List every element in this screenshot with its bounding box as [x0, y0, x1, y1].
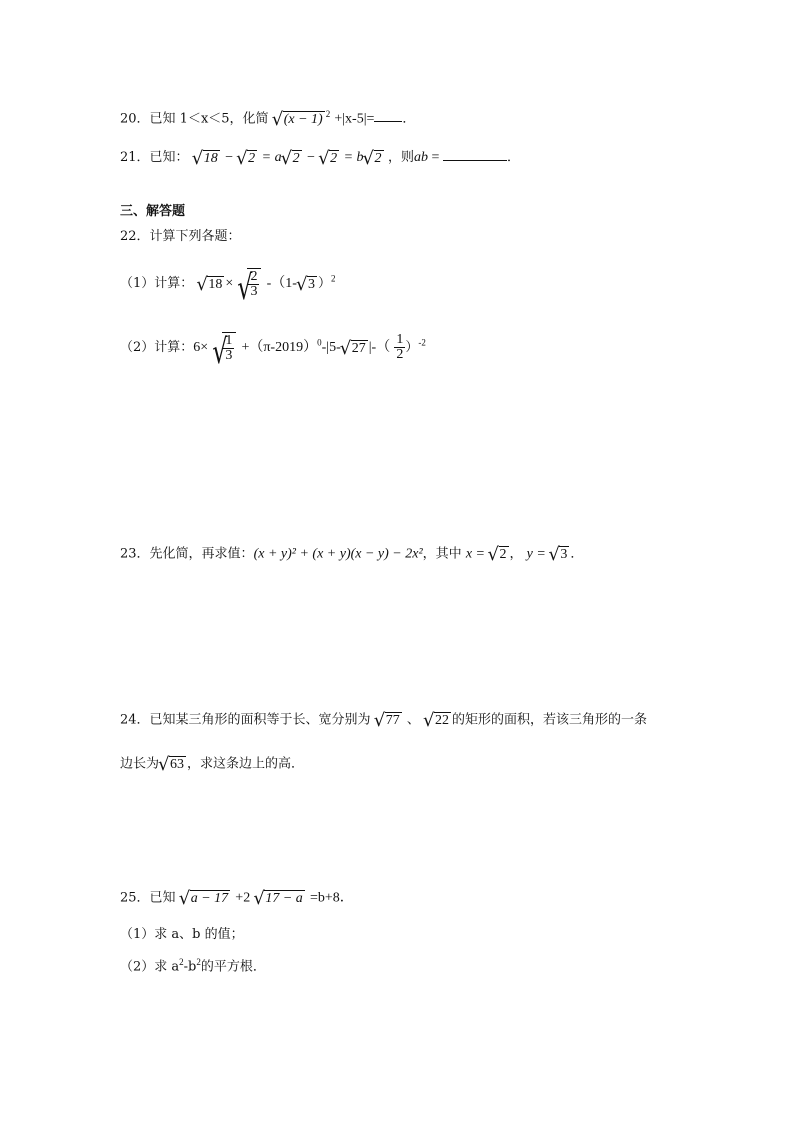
q25-number: 25．: [120, 890, 150, 906]
q24-r22: 22: [435, 713, 449, 728]
q22-p2-exp0: 0: [317, 337, 322, 348]
q20-number: 20．: [120, 111, 150, 127]
q24-text-2: 的矩形的面积，若该三角形的一条: [452, 712, 648, 728]
q20-radicand: (x − 1): [283, 111, 323, 127]
q22-p2-hn: 1: [396, 332, 404, 347]
q20-text: 已知 1＜x＜5，化简: [149, 111, 269, 127]
question-25-part-2: [120, 958, 266, 973]
q24-text-3: 边长为: [120, 756, 160, 772]
q23-sqrt-y: [549, 546, 569, 562]
q24-sep: 、: [406, 712, 420, 728]
q22-text: 计算下列各题：: [149, 229, 241, 244]
q21-prefix: 已知：: [149, 150, 189, 166]
q22-number: 22．: [120, 229, 150, 244]
q23-expression: (x + y)² + (x + y)(x − y) − 2x²: [253, 546, 423, 562]
q23-rx: 2: [499, 547, 507, 562]
q23-where: ，其中: [422, 546, 462, 562]
q22-p2-sqrt-frac: [212, 332, 236, 363]
q22-p2-pi: +（π-2019）: [241, 340, 318, 355]
q23-ry: 3: [560, 547, 568, 562]
q23-end: ．: [570, 546, 584, 562]
q21-a: a: [274, 150, 282, 166]
q23-number: 23．: [120, 546, 150, 562]
q23-comma: ，: [509, 546, 523, 562]
q25-sqrt-b: [254, 890, 304, 906]
question-21: 21．已知： √ 18 − √ 2 = a√ 2 − √ 2 = b√ 2 ，则ab = ．: [120, 150, 520, 166]
q21-number: 21．: [120, 150, 150, 166]
q24-sqrt-63: [159, 756, 186, 772]
q22-p1-frac: [248, 270, 259, 299]
q22-p2-hd: 2: [396, 347, 404, 362]
q23-yeq: y =: [526, 546, 550, 562]
q22-p2-label: （2）计算：: [120, 340, 194, 355]
q21-r2c: 2: [330, 151, 338, 166]
q22-p1-den: 3: [250, 284, 258, 299]
q25-ra: a − 17: [190, 891, 229, 906]
q22-p1-r18: 18: [208, 276, 223, 292]
q21-sqrt-18: [193, 150, 220, 166]
q23-sqrt-x: [489, 546, 509, 562]
q20-end: ．: [402, 111, 416, 127]
answer-blank[interactable]: [443, 160, 507, 161]
q22-p2-abs: -|5-: [321, 340, 341, 355]
question-20: [120, 110, 415, 127]
q20-sqrt: [273, 111, 325, 127]
q22-p2-absclose: |-（: [368, 340, 391, 355]
question-25: [120, 890, 354, 906]
q22-p2-sqrt-27: [341, 340, 368, 356]
q25-rb: 17 − a: [265, 891, 303, 906]
q24-sqrt-22: [424, 712, 451, 728]
q21-end: ．: [506, 150, 520, 166]
question-25-part-1: （1）求 a、b 的值；: [120, 927, 244, 942]
q21-r2a: 2: [248, 151, 256, 166]
q24-r63: 63: [170, 757, 185, 772]
q25-p2-end: 的平方根．: [200, 959, 266, 975]
q22-p1-sqrt-frac: [237, 268, 261, 299]
q22-p1-sqrt-18: [197, 276, 224, 292]
q23-text: 先化简，再求值：: [149, 546, 254, 562]
q22-p2-close: ）: [405, 340, 419, 355]
q24-text-1: 已知某三角形的面积等于长、宽分别为: [149, 712, 371, 728]
q21-sqrt-2b: [282, 150, 302, 166]
q21-then: ，则: [388, 150, 415, 166]
q22-p1-mid: -（1-: [266, 276, 297, 291]
q25-p2-mid: -b: [183, 959, 197, 975]
q22-p2-r27: 27: [351, 340, 366, 356]
section-heading: 三、解答题: [120, 204, 186, 219]
q25-p2-prefix: （2）求 a: [120, 959, 180, 975]
q23-xeq: x =: [465, 546, 489, 562]
q22-p2-exp2: -2: [418, 337, 426, 348]
q25-p2-sup2: 2: [196, 957, 201, 967]
q22-p1-label: （1）计算：: [120, 276, 194, 291]
q22-p1-close: ）: [317, 276, 331, 291]
question-24-line-1: [120, 712, 647, 728]
question-24-line-2: [120, 756, 304, 772]
q22-p2-frac: [223, 334, 234, 363]
question-22: [120, 230, 241, 243]
q21-sqrt-2a: [237, 150, 257, 166]
q20-exponent: 2: [325, 109, 331, 119]
q22-p2-six: 6×: [193, 340, 209, 355]
q25-p2-sup1: 2: [179, 957, 184, 967]
q22-p1-times: ×: [225, 276, 234, 291]
q25-rest: =b+8．: [309, 890, 354, 906]
question-22-part-2: [120, 332, 426, 363]
q21-ab: ab: [414, 150, 429, 166]
q22-p1-r3: 3: [307, 276, 315, 292]
q21-sqrt-2d: [364, 150, 384, 166]
q21-r2d: 2: [374, 151, 382, 166]
q22-p2-den: 3: [225, 348, 233, 363]
q25-plus2: +2: [235, 890, 251, 906]
q22-p1-sqrt-3: [297, 276, 317, 292]
q21-r18: 18: [203, 151, 218, 166]
q25-sqrt-a: [180, 890, 230, 906]
q22-p2-num: √ 1: [225, 333, 233, 348]
question-22-part-1: [120, 268, 335, 299]
q24-r77: 77: [385, 713, 400, 728]
q21-b: b: [356, 150, 364, 166]
q22-p1-num: √ 2: [250, 269, 258, 284]
q24-text-4: ，求这条边上的高．: [187, 756, 305, 772]
q21-sqrt-2c: [319, 150, 339, 166]
q20-rest: +|x-5|=: [334, 111, 375, 127]
answer-blank[interactable]: [374, 121, 402, 122]
question-23: [120, 546, 583, 562]
q24-number: 24．: [120, 712, 150, 728]
q24-sqrt-77: [375, 712, 402, 728]
q22-p1-exp: 2: [330, 273, 336, 284]
q21-r2b: 2: [292, 151, 300, 166]
q25-prefix: 已知: [149, 890, 176, 906]
q22-p2-half: [394, 333, 405, 362]
